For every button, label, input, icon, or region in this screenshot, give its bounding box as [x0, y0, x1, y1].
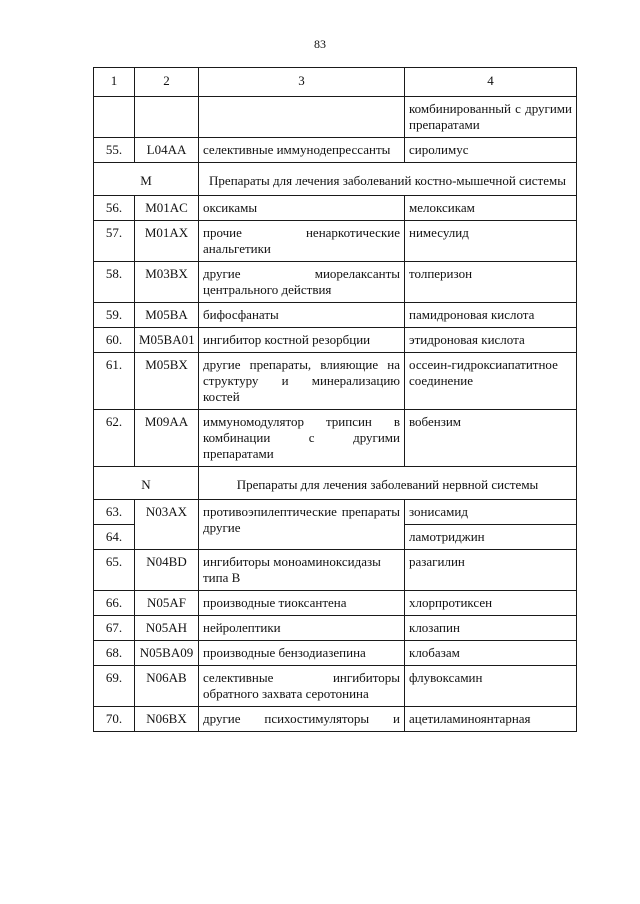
section-row — [94, 467, 577, 500]
drug-name: ламотриджин — [405, 525, 577, 550]
atc-code: M01AX — [135, 221, 199, 262]
drug-name: толперизон — [405, 262, 577, 303]
atc-code: M09AA — [135, 410, 199, 467]
row-number: 64. — [94, 525, 135, 550]
table-row — [94, 303, 577, 328]
drug-name: хлорпротиксен — [405, 591, 577, 616]
row-number: 60. — [94, 328, 135, 353]
row-number: 57. — [94, 221, 135, 262]
row-number: 59. — [94, 303, 135, 328]
drug-name: клозапин — [405, 616, 577, 641]
column-header: 2 — [135, 68, 199, 97]
drug-group: ингибиторы моноаминоксидазы типа B — [199, 550, 405, 591]
drug-name: зонисамид — [405, 500, 577, 525]
drug-group: селективные ингибиторы обратного захвата серотонина — [199, 666, 405, 707]
row-number: 65. — [94, 550, 135, 591]
drug-name: памидроновая кислота — [405, 303, 577, 328]
section-title: Препараты для лечения заболеваний нервной системы — [199, 467, 577, 500]
table-row — [94, 500, 577, 525]
drug-group: ингибитор костной резорбции — [199, 328, 405, 353]
drug-name: комбинированный с другими препаратами — [405, 97, 577, 138]
table-row — [94, 410, 577, 467]
row-number: 67. — [94, 616, 135, 641]
table-row — [94, 262, 577, 303]
table-row — [94, 591, 577, 616]
table-row — [94, 641, 577, 666]
drug-group: другие психостимуляторы и — [199, 707, 405, 732]
column-header: 4 — [405, 68, 577, 97]
drug-name: клобазам — [405, 641, 577, 666]
drug-name: вобензим — [405, 410, 577, 467]
table-row — [94, 707, 577, 732]
atc-code: N03AX — [135, 500, 199, 550]
drug-name: сиролимус — [405, 138, 577, 163]
table-row — [94, 138, 577, 163]
section-title: Препараты для лечения заболеваний костно-мышечной системы — [199, 163, 577, 196]
table-header-row — [94, 68, 577, 97]
table-row — [94, 550, 577, 591]
page-number: 83 — [314, 37, 326, 51]
atc-code: N06AB — [135, 666, 199, 707]
row-number: 63. — [94, 500, 135, 525]
row-number: 58. — [94, 262, 135, 303]
atc-code: M05BA01 — [135, 328, 199, 353]
section-code: N — [94, 467, 199, 500]
atc-code: N04BD — [135, 550, 199, 591]
atc-code: M03BX — [135, 262, 199, 303]
atc-code: M05BX — [135, 353, 199, 410]
drug-group: оксикамы — [199, 196, 405, 221]
atc-code: M01AC — [135, 196, 199, 221]
drug-table — [93, 67, 577, 732]
table-row — [94, 616, 577, 641]
drug-name: нимесулид — [405, 221, 577, 262]
row-number: 66. — [94, 591, 135, 616]
drug-group: селективные иммунодепрессанты — [199, 138, 405, 163]
drug-name: оссеин-гидроксиапатитное соединение — [405, 353, 577, 410]
row-number: 70. — [94, 707, 135, 732]
atc-code: L04AA — [135, 138, 199, 163]
drug-group: бифосфанаты — [199, 303, 405, 328]
drug-group: другие препараты, влияющие на структуру и минерализацию костей — [199, 353, 405, 410]
row-number: 61. — [94, 353, 135, 410]
atc-code — [135, 97, 199, 138]
section-row — [94, 163, 577, 196]
drug-group: производные тиоксантена — [199, 591, 405, 616]
table-row — [94, 196, 577, 221]
section-code: M — [94, 163, 199, 196]
drug-group: нейролептики — [199, 616, 405, 641]
drug-name: ацетиламиноянтарная — [405, 707, 577, 732]
row-number: 68. — [94, 641, 135, 666]
atc-code: N05BA09 — [135, 641, 199, 666]
drug-group: противоэпилептические препараты другие — [199, 500, 405, 550]
drug-name: мелоксикам — [405, 196, 577, 221]
atc-code: N06BX — [135, 707, 199, 732]
atc-code: N05AH — [135, 616, 199, 641]
table-row — [94, 666, 577, 707]
drug-group: другие миорелаксанты центрального действия — [199, 262, 405, 303]
drug-group: прочие ненаркотические анальгетики — [199, 221, 405, 262]
atc-code: N05AF — [135, 591, 199, 616]
drug-group — [199, 97, 405, 138]
drug-name: этидроновая кислота — [405, 328, 577, 353]
table-row — [94, 97, 577, 138]
drug-name: флувоксамин — [405, 666, 577, 707]
drug-group: производные бензодиазепина — [199, 641, 405, 666]
table-row — [94, 353, 577, 410]
row-number: 62. — [94, 410, 135, 467]
table-row — [94, 328, 577, 353]
drug-name: разагилин — [405, 550, 577, 591]
column-header: 3 — [199, 68, 405, 97]
row-number: 69. — [94, 666, 135, 707]
table-row — [94, 221, 577, 262]
row-number: 56. — [94, 196, 135, 221]
row-number — [94, 97, 135, 138]
atc-code: M05BA — [135, 303, 199, 328]
column-header: 1 — [94, 68, 135, 97]
row-number: 55. — [94, 138, 135, 163]
drug-group: иммуномодулятор трипсин в комбинации с другими препаратами — [199, 410, 405, 467]
